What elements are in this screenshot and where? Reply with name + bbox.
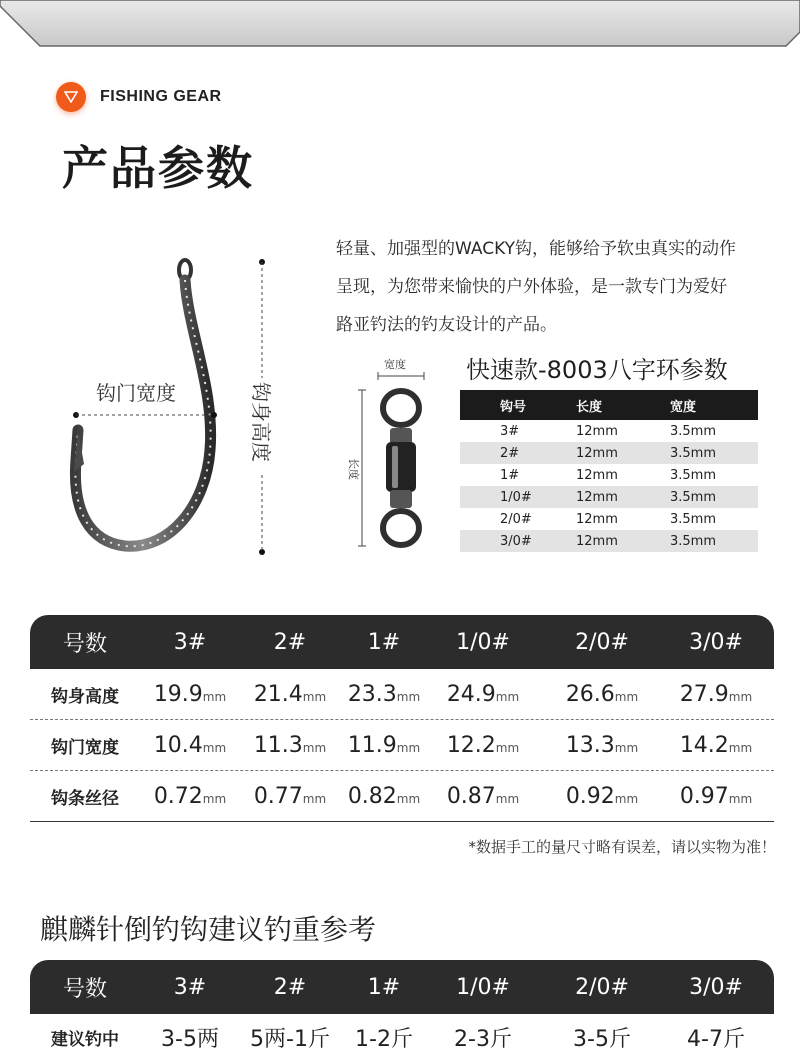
row-label: 钩条丝径 <box>51 788 119 809</box>
weight-value: 1-2斤 <box>355 1026 413 1052</box>
header-label: 号数 <box>62 976 107 1002</box>
spec-cell: 2# <box>460 442 576 464</box>
measurement-cell <box>428 784 538 809</box>
table-row <box>460 442 758 464</box>
spec-cell: 3.5mm <box>670 467 717 483</box>
product-description <box>336 230 776 344</box>
measurement-cell <box>240 682 340 707</box>
measurement-cell <box>340 784 428 809</box>
disclaimer-note: *数据手工的量尺寸略有误差，请以实物为准！ <box>468 838 776 856</box>
spec-cell: 1/0# <box>460 486 576 508</box>
measurement-cell <box>666 733 766 758</box>
unit-label: mm <box>614 740 639 755</box>
size-header: 2/0# <box>575 629 629 655</box>
unit-label: mm <box>728 689 753 704</box>
description-line: 呈现，为您带来愉快的户外体验，是一款专门为爱好 <box>336 277 727 297</box>
table-row <box>460 508 758 530</box>
spec-cell: 3.5mm <box>670 442 758 464</box>
table-row <box>30 771 774 822</box>
unit-label: mm <box>495 791 520 806</box>
unit-label: mm <box>495 689 520 704</box>
measurement-value: 21.4 <box>253 681 303 707</box>
weight-table-header <box>30 960 774 1014</box>
measurement-cell <box>140 784 240 809</box>
measurement-cell <box>140 733 240 758</box>
page-title: 产品参数 <box>62 141 254 195</box>
measurement-cell <box>666 784 766 809</box>
measurement-value: 0.82 <box>347 783 397 809</box>
weight-value: 5两-1斤 <box>250 1026 330 1052</box>
swivel-image <box>383 391 419 545</box>
size-header: 3/0# <box>689 629 743 655</box>
unit-label: mm <box>302 689 327 704</box>
unit-label: mm <box>302 740 327 755</box>
description-line: 轻量、加强型的WACKY钩，能够给予软虫真实的动作 <box>336 239 737 259</box>
measurement-value: 19.9 <box>153 681 203 707</box>
measurement-value: 0.77 <box>253 783 303 809</box>
size-header: 3# <box>173 629 207 655</box>
measurement-cell <box>240 733 340 758</box>
measurement-value: 26.6 <box>565 681 615 707</box>
size-header: 1# <box>367 629 401 655</box>
spec-table-header <box>460 390 758 420</box>
unit-label: mm <box>495 740 520 755</box>
measurement-cell <box>428 682 538 707</box>
unit-label: mm <box>302 791 327 806</box>
measurement-value: 14.2 <box>679 732 729 758</box>
measurement-value: 0.87 <box>446 783 496 809</box>
measurement-cell <box>428 733 538 758</box>
weight-value: 3-5两 <box>161 1026 219 1052</box>
spec-cell: 3# <box>500 423 520 439</box>
measurement-value: 11.3 <box>253 732 303 758</box>
measurement-cell <box>340 733 428 758</box>
spec-cell: 12mm <box>576 511 618 527</box>
measurement-value: 0.92 <box>565 783 615 809</box>
row-label: 建议钓中 <box>51 1029 119 1050</box>
measurement-cell <box>240 784 340 809</box>
row-label: 钩门宽度 <box>51 737 119 758</box>
measurement-value: 27.9 <box>679 681 729 707</box>
table-row <box>30 669 774 720</box>
measurement-cell <box>666 682 766 707</box>
gap-label: 钩门宽度 <box>96 381 176 405</box>
measurement-value: 10.4 <box>153 732 203 758</box>
measurement-cell <box>340 682 428 707</box>
unit-label: mm <box>202 689 227 704</box>
table-row <box>460 420 758 442</box>
measurement-value: 24.9 <box>446 681 496 707</box>
height-label: 钩身高度 <box>249 382 273 462</box>
swivel-diagram <box>340 350 450 560</box>
measurement-value: 0.72 <box>153 783 203 809</box>
unit-label: mm <box>202 740 227 755</box>
measurement-value: 11.9 <box>347 732 397 758</box>
weight-table <box>30 960 774 1060</box>
brand-label: FISHING GEAR <box>100 88 222 105</box>
brand-header <box>56 82 222 112</box>
measurement-value: 23.3 <box>347 681 397 707</box>
swivel-length-label: 长度 <box>347 458 360 480</box>
measurement-value: 0.97 <box>679 783 729 809</box>
top-banner <box>0 0 800 48</box>
unit-label: mm <box>396 740 421 755</box>
spec-header-length: 长度 <box>576 390 670 420</box>
row-label: 钩身高度 <box>51 686 119 707</box>
unit-label: mm <box>728 791 753 806</box>
unit-label: mm <box>614 791 639 806</box>
measurement-value: 12.2 <box>446 732 496 758</box>
unit-label: mm <box>614 689 639 704</box>
measurement-value: 13.3 <box>565 732 615 758</box>
spec-cell: 3.5mm <box>670 511 717 527</box>
table-row <box>460 464 758 486</box>
unit-label: mm <box>396 791 421 806</box>
triangle-down-icon <box>56 82 86 112</box>
table-row <box>30 720 774 771</box>
size-table <box>30 615 774 822</box>
size-header: 2# <box>273 629 307 655</box>
spec-cell: 3.5mm <box>670 423 717 439</box>
table-row <box>30 1014 774 1060</box>
weight-value: 2-3斤 <box>454 1026 512 1052</box>
size-header: 2/0# <box>575 974 629 1000</box>
spec-cell: 12mm <box>576 530 670 552</box>
size-header: 1# <box>367 974 401 1000</box>
spec-cell: 1# <box>500 467 520 483</box>
unit-label: mm <box>396 689 421 704</box>
table-row <box>460 530 758 552</box>
weight-section-title: 麒麟针倒钓钩建议钓重参考 <box>40 913 377 946</box>
size-header: 3# <box>173 974 207 1000</box>
spec-header-size: 钩号 <box>460 390 576 420</box>
description-line: 路亚钓法的钓友设计的产品。 <box>336 315 557 335</box>
spec-cell: 12mm <box>576 423 618 439</box>
spec-cell: 12mm <box>576 486 670 508</box>
hook-diagram <box>40 250 300 570</box>
measurement-cell <box>538 733 666 758</box>
spec-title: 快速款-8003八字环参数 <box>466 356 728 384</box>
measurement-cell <box>538 682 666 707</box>
swivel-width-label: 宽度 <box>384 358 406 371</box>
weight-value: 3-5斤 <box>573 1026 631 1052</box>
table-row <box>460 486 758 508</box>
header-label: 号数 <box>62 631 107 657</box>
spec-cell: 2/0# <box>500 511 532 527</box>
spec-cell: 12mm <box>576 442 670 464</box>
spec-cell: 12mm <box>576 467 618 483</box>
size-header: 3/0# <box>689 974 743 1000</box>
size-header: 2# <box>273 974 307 1000</box>
size-header: 1/0# <box>456 629 510 655</box>
unit-label: mm <box>728 740 753 755</box>
unit-label: mm <box>202 791 227 806</box>
size-header: 1/0# <box>456 974 510 1000</box>
size-table-header <box>30 615 774 669</box>
measurement-cell <box>538 784 666 809</box>
weight-value: 4-7斤 <box>687 1026 745 1052</box>
spec-cell: 3/0# <box>460 530 576 552</box>
spec-header-width: 宽度 <box>670 390 758 420</box>
measurement-cell <box>140 682 240 707</box>
spec-cell: 3.5mm <box>670 486 758 508</box>
spec-cell: 3.5mm <box>670 530 758 552</box>
spec-table <box>460 390 758 552</box>
